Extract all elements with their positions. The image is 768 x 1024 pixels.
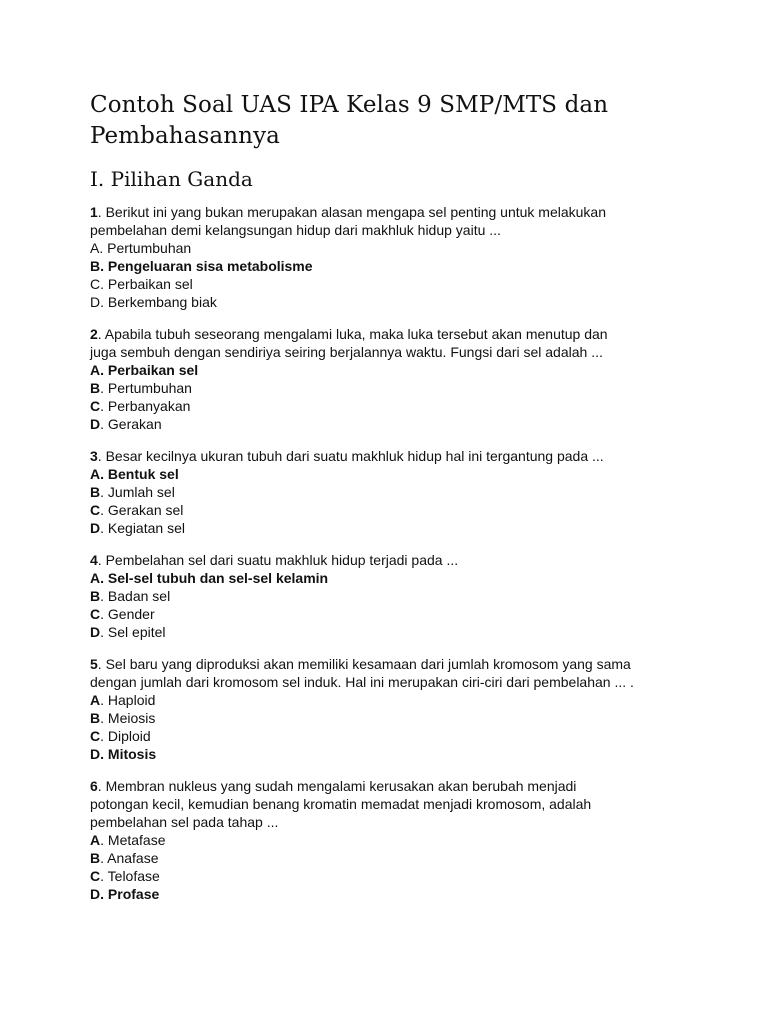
option-letter: D xyxy=(90,416,101,432)
option-text: . Diploid xyxy=(100,728,151,744)
option-text: . Gerakan xyxy=(100,416,162,432)
question-text: . Pembelahan sel dari suatu makhluk hidup terjadi pada ... xyxy=(97,552,459,568)
option-letter: D xyxy=(90,520,101,536)
answer-option-d xyxy=(90,623,690,641)
question-text-line xyxy=(90,343,690,361)
option-letter: A xyxy=(90,570,101,586)
answer-option-a xyxy=(90,465,690,483)
option-text: . Metafase xyxy=(100,832,166,848)
section-heading: I. Pilihan Ganda xyxy=(90,167,253,191)
question-text-line xyxy=(90,813,690,831)
option-letter: C xyxy=(90,398,101,414)
question-text: juga sembuh dengan sendiriya seiring berjalannya waktu. Fungsi dari sel adalah ... xyxy=(90,344,603,360)
option-text: . Bentuk sel xyxy=(100,466,179,482)
answer-option-a xyxy=(90,239,690,257)
question-text: dengan jumlah dari kromosom sel induk. Hal ini merupakan ciri-ciri dari pembelahan ... . xyxy=(90,674,634,690)
option-letter: B xyxy=(90,850,101,866)
question-text: . Besar kecilnya ukuran tubuh dari suatu makhluk hidup hal ini tergantung pada ... xyxy=(97,448,604,464)
option-letter: D xyxy=(90,294,101,310)
answer-option-b xyxy=(90,709,690,727)
answer-option-a xyxy=(90,569,690,587)
question-1 xyxy=(90,203,690,311)
option-text: . Profase xyxy=(100,886,160,902)
question-text-line xyxy=(90,551,690,569)
question-text: . Berikut ini yang bukan merupakan alasan mengapa sel penting untuk melakukan xyxy=(97,204,607,220)
option-letter: C xyxy=(90,606,101,622)
answer-option-d xyxy=(90,293,690,311)
option-letter: D xyxy=(90,746,101,762)
question-number: 1 xyxy=(90,204,98,220)
title-line-2: Pembahasannya xyxy=(90,123,280,149)
answer-option-c xyxy=(90,605,690,623)
answer-option-b xyxy=(90,849,690,867)
question-text: . Sel baru yang diproduksi akan memiliki kesamaan dari jumlah kromosom yang sama xyxy=(97,656,631,672)
question-number: 3 xyxy=(90,448,98,464)
option-text: . Telofase xyxy=(100,868,160,884)
answer-option-c xyxy=(90,867,690,885)
option-text: . Sel-sel tubuh dan sel-sel kelamin xyxy=(100,570,329,586)
question-text-line xyxy=(90,795,690,813)
option-letter: A xyxy=(90,362,101,378)
question-text-line xyxy=(90,203,690,221)
question-list xyxy=(90,203,690,903)
option-text: . Berkembang biak xyxy=(100,294,217,310)
answer-option-c xyxy=(90,501,690,519)
option-letter: A xyxy=(90,692,101,708)
option-text: . Perbaikan sel xyxy=(100,276,193,292)
question-4 xyxy=(90,551,690,641)
option-text: . Mitosis xyxy=(100,746,157,762)
question-number: 6 xyxy=(90,778,98,794)
option-text: . Gerakan sel xyxy=(100,502,184,518)
option-letter: D xyxy=(90,886,101,902)
question-number: 4 xyxy=(90,552,98,568)
answer-option-d xyxy=(90,415,690,433)
answer-option-c xyxy=(90,275,690,293)
option-text: . Kegiatan sel xyxy=(100,520,185,536)
question-text: . Membran nukleus yang sudah mengalami kerusakan akan berubah menjadi xyxy=(97,778,577,794)
option-text: . Gender xyxy=(100,606,155,622)
question-text: pembelahan sel pada tahap ... xyxy=(90,814,279,830)
option-text: . Pengeluaran sisa metabolisme xyxy=(100,258,313,274)
option-letter: A xyxy=(90,832,101,848)
option-letter: A xyxy=(90,240,100,256)
option-text: . Badan sel xyxy=(100,588,171,604)
option-letter: B xyxy=(90,380,101,396)
question-number: 2 xyxy=(90,326,98,342)
question-number: 5 xyxy=(90,656,98,672)
question-text-line xyxy=(90,221,690,239)
option-text: . Perbanyakan xyxy=(100,398,191,414)
option-letter: B xyxy=(90,710,101,726)
question-text-line xyxy=(90,655,690,673)
answer-option-b xyxy=(90,379,690,397)
option-text: . Pertumbuhan xyxy=(99,240,192,256)
option-letter: A xyxy=(90,466,101,482)
answer-option-d xyxy=(90,519,690,537)
question-text: . Apabila tubuh seseorang mengalami luka, maka luka tersebut akan menutup dan xyxy=(97,326,608,342)
option-letter: B xyxy=(90,588,101,604)
answer-option-b xyxy=(90,257,690,275)
option-text: . Pertumbuhan xyxy=(100,380,192,396)
answer-option-c xyxy=(90,397,690,415)
answer-option-d xyxy=(90,745,690,763)
option-letter: C xyxy=(90,728,101,744)
option-letter: C xyxy=(90,502,101,518)
option-text: . Meiosis xyxy=(100,710,156,726)
question-text-line xyxy=(90,325,690,343)
option-text: . Perbaikan sel xyxy=(100,362,199,378)
answer-option-c xyxy=(90,727,690,745)
question-6 xyxy=(90,777,690,903)
option-letter: B xyxy=(90,484,101,500)
answer-option-a xyxy=(90,361,690,379)
title-line-1: Contoh Soal UAS IPA Kelas 9 SMP/MTS dan xyxy=(90,92,609,118)
option-text: . Jumlah sel xyxy=(100,484,175,500)
question-3 xyxy=(90,447,690,537)
answer-option-d xyxy=(90,885,690,903)
document-page xyxy=(90,90,690,917)
page-title xyxy=(90,90,690,152)
answer-option-b xyxy=(90,587,690,605)
option-text: . Anafase xyxy=(100,850,159,866)
question-text: potongan kecil, kemudian benang kromatin memadat menjadi kromosom, adalah xyxy=(90,796,592,812)
question-2 xyxy=(90,325,690,433)
option-letter: C xyxy=(90,868,101,884)
option-text: . Haploid xyxy=(100,692,156,708)
option-letter: B xyxy=(90,258,101,274)
question-text-line xyxy=(90,777,690,795)
answer-option-b xyxy=(90,483,690,501)
option-text: . Sel epitel xyxy=(100,624,166,640)
option-letter: C xyxy=(90,276,101,292)
answer-option-a xyxy=(90,831,690,849)
question-text-line xyxy=(90,447,690,465)
question-text: pembelahan demi kelangsungan hidup dari makhluk hidup yaitu ... xyxy=(90,222,501,238)
question-5 xyxy=(90,655,690,763)
option-letter: D xyxy=(90,624,101,640)
answer-option-a xyxy=(90,691,690,709)
question-text-line xyxy=(90,673,690,691)
